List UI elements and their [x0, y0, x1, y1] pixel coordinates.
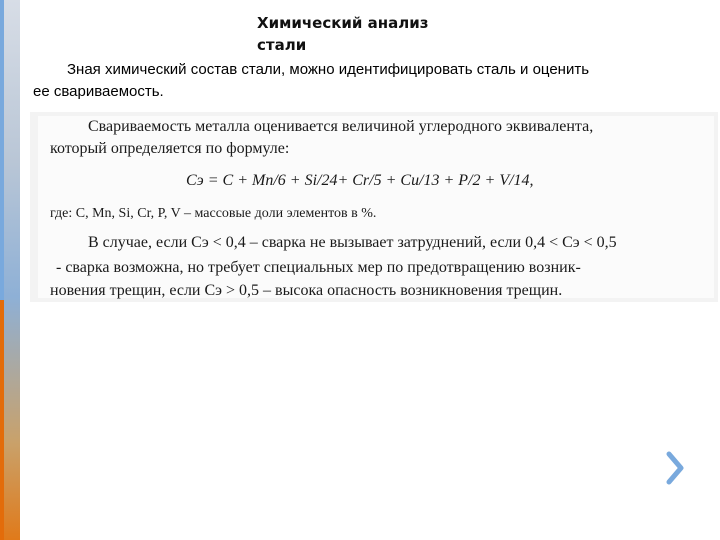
left-accent-bar-orange — [0, 300, 4, 540]
intro-paragraph — [33, 59, 713, 103]
intro-line-2: ее свариваемость. — [33, 83, 164, 100]
scan-paragraph-2-line-1: В случае, если Cэ < 0,4 – сварка не вызывает затруднений, если 0,4 < Cэ < 0,5 — [88, 234, 617, 251]
scan-paragraph-2-line-2: - сварка возможна, но требует специальных мер по предотвращению возник- — [56, 259, 581, 276]
scan-paragraph-1-line-2: который определяется по формуле: — [50, 140, 290, 157]
intro-line-1: Зная химический состав стали, можно идентифицировать сталь и оценить — [67, 61, 590, 78]
scanned-text-body — [38, 116, 714, 298]
carbon-equivalent-formula: Cэ = C + Mn/6 + Si/24+ Cr/5 + Cu/13 + P/2 + V/14, — [186, 172, 534, 189]
scanned-text-image — [30, 112, 718, 302]
slide-title-line-1: Химический анализ — [257, 14, 429, 32]
next-slide-button[interactable] — [663, 450, 687, 486]
scan-paragraph-1-line-1: Свариваемость металла оценивается величиной углеродного эквивалента, — [88, 118, 594, 135]
chevron-right-icon — [663, 450, 687, 486]
left-accent-bar-blue — [0, 0, 4, 300]
formula-legend: где: C, Mn, Si, Cr, P, V – массовые доли элементов в %. — [50, 206, 377, 221]
slide-title — [257, 12, 517, 56]
slide-title-line-2: стали — [257, 36, 307, 54]
scan-paragraph-2-line-3: новения трещин, если Cэ > 0,5 – высока опасность возникновения трещин. — [50, 282, 563, 299]
